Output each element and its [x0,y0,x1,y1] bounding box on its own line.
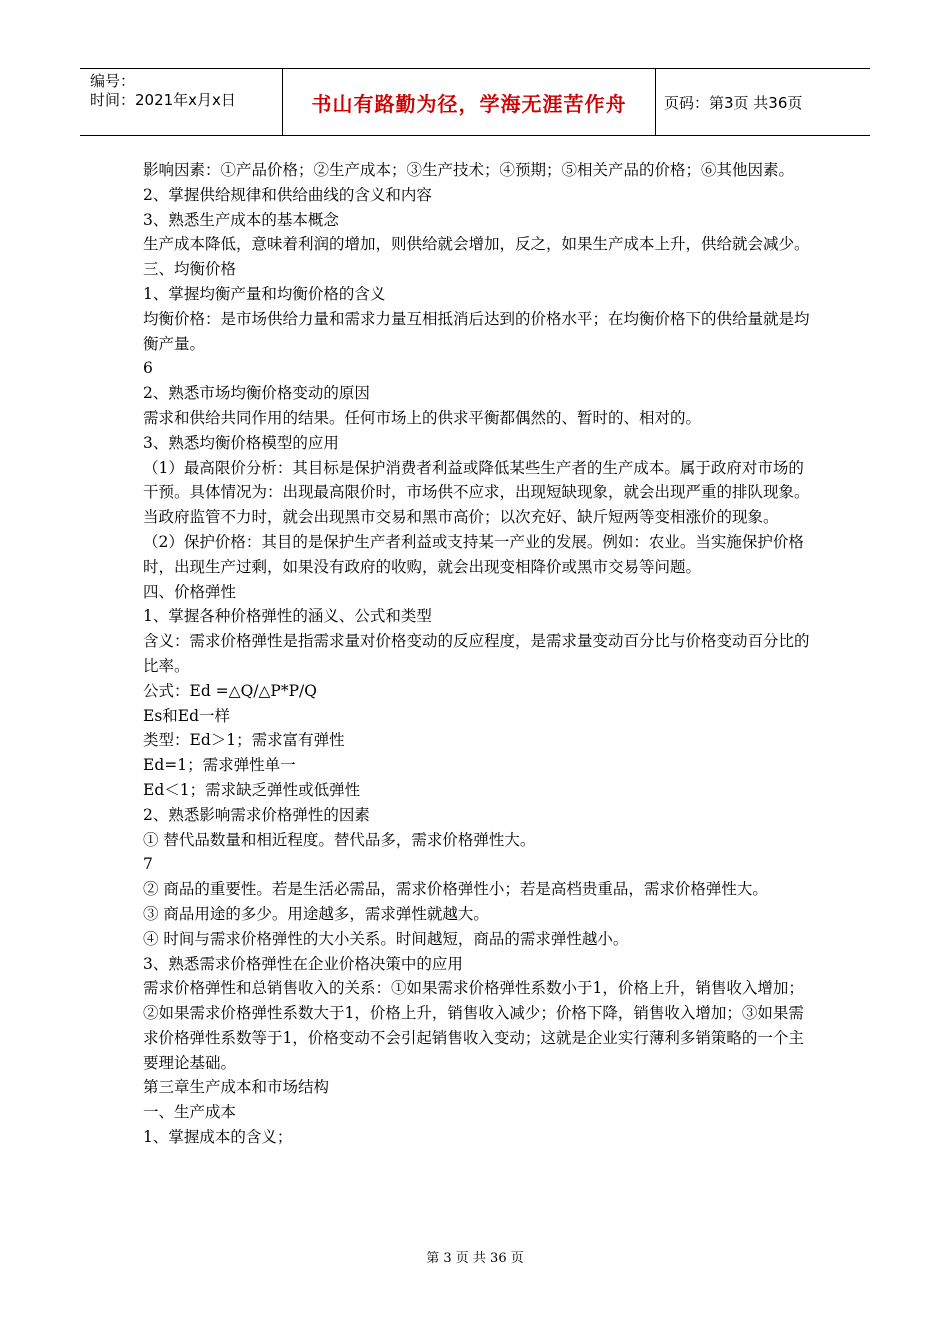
page-header [80,68,870,136]
header-meta [80,69,283,135]
paragraph: 1、掌握各种价格弹性的涵义、公式和类型 [143,607,432,626]
section-heading: 三、均衡价格 [143,260,237,279]
formula: 公式：Ed =△Q/△P*P/Q [143,681,317,700]
paragraph: 1、掌握均衡产量和均衡价格的含义 [143,284,386,303]
paragraph: Ed=1；需求弹性单一 [143,756,296,775]
section-heading: 一、生产成本 [143,1103,237,1122]
paragraph: Ed＜1；需求缺乏弹性或低弹性 [143,780,361,799]
paragraph: 3、熟悉需求价格弹性在企业价格决策中的应用 [143,954,463,973]
paragraph: 类型：Ed＞1；需求富有弹性 [143,731,345,750]
source-page-marker: 6 [143,359,153,378]
paragraph: 2、掌握供给规律和供给曲线的含义和内容 [143,185,432,204]
section-heading: 四、价格弹性 [143,582,237,601]
document-date: 时间：2021年x月x日 [90,91,236,109]
paragraph: 需求价格弹性和总销售收入的关系：①如果需求价格弹性系数小于1，价格上升，销售收入增加；②如果需求价格弹性系数大于1，价格上升，销售收入减少；价格下降，销售收入增加；③如果需求价格弹性系数等于1，价格变动不会引起销售收入变动；这就是企业实行薄利多销策略的一个主要理论基础。 [143,979,804,1072]
paragraph: （1）最高限价分析：其目标是保护消费者利益或降低某些生产者的生产成本。属于政府对市场的干预。具体情况为：出现最高限价时，市场供不应求，出现短缺现象，就会出现严重的排队现象。当政府监管不力时，就会出现黑市交易和黑市高价；以次充好、缺斤短两等变相涨价的现象。 [143,458,810,527]
paragraph: ③ 商品用途的多少。用途越多，需求弹性就越大。 [143,904,489,923]
paragraph: （2）保护价格：其目的是保护生产者利益或支持某一产业的发展。例如：农业。当实施保护价格时，出现生产过剩，如果没有政府的收购，就会出现变相降价或黑市交易等问题。 [143,532,804,576]
paragraph: ④ 时间与需求价格弹性的大小关系。时间越短，商品的需求弹性越小。 [143,929,629,948]
header-page-info: 页码：第3页 共36页 [664,93,803,112]
paragraph: 生产成本降低，意味着利润的增加，则供给就会增加，反之，如果生产成本上升，供给就会减少。 [143,235,810,254]
paragraph: 需求和供给共同作用的结果。任何市场上的供求平衡都偶然的、暂时的、相对的。 [143,408,702,427]
header-motto: 书山有路勤为径，学海无涯苦作舟 [283,69,656,135]
document-number-label: 编号： [90,72,136,90]
paragraph: 影响因素：①产品价格；②生产成本；③生产技术；④预期；⑤相关产品的价格；⑥其他因素。 [143,161,795,179]
paragraph: 2、熟悉市场均衡价格变动的原因 [143,384,370,403]
source-page-marker: 7 [143,855,153,874]
paragraph: 3、熟悉均衡价格模型的应用 [143,433,339,452]
paragraph: 3、熟悉生产成本的基本概念 [143,210,339,229]
page-footer: 第 3 页 共 36 页 [426,1251,524,1266]
paragraph: 1、掌握成本的含义； [143,1128,293,1147]
paragraph: 含义：需求价格弹性是指需求量对价格变动的反应程度，是需求量变动百分比与价格变动百分比的比率。 [143,632,810,675]
document-body [143,158,811,1150]
paragraph: 均衡价格：是市场供给力量和需求力量互相抵消后达到的价格水平；在均衡价格下的供给量就是均衡产量。 [143,309,810,353]
paragraph: Es和Ed一样 [143,706,231,725]
paragraph: ② 商品的重要性。若是生活必需品，需求价格弹性小；若是高档贵重品，需求价格弹性大。 [143,880,768,899]
paragraph: 2、熟悉影响需求价格弹性的因素 [143,805,370,824]
paragraph: ① 替代品数量和相近程度。替代品多，需求价格弹性大。 [143,830,536,849]
chapter-heading: 第三章生产成本和市场结构 [143,1078,330,1097]
